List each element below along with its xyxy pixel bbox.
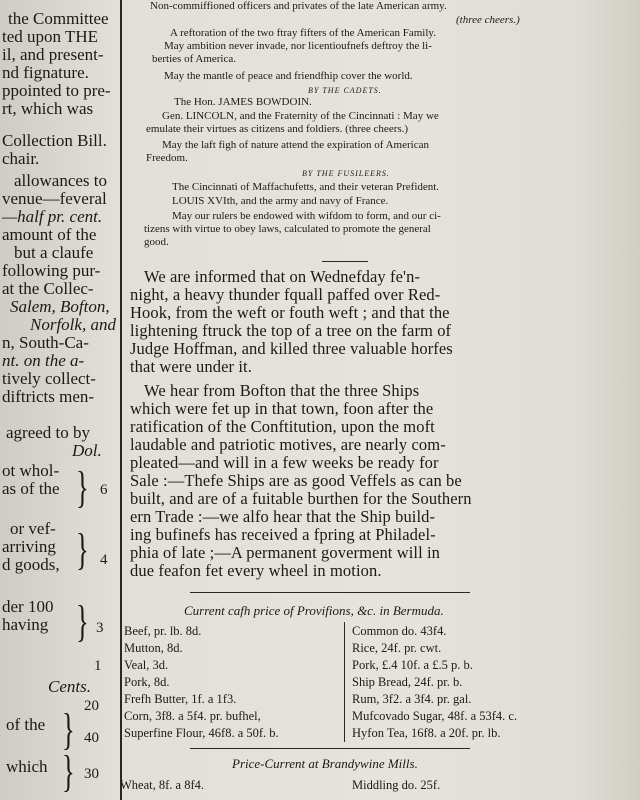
left-column-line: the Committee bbox=[8, 9, 109, 28]
prices-heading: Current cafh price of Provifions, &c. in Bermuda. bbox=[184, 603, 444, 618]
price-item: Ship Bread, 24f. pr. b. bbox=[352, 675, 463, 689]
price-item: Corn, 3f8. a 5f4. pr. bufhel, bbox=[124, 709, 261, 723]
toast-line: emulate their virtues as citizens and foldiers. (three cheers.) bbox=[146, 123, 409, 135]
left-column-line: ted upon THE bbox=[2, 27, 99, 46]
left-column-number: 40 bbox=[84, 730, 99, 746]
article-line: due feafon fet every wheel in motion. bbox=[130, 561, 382, 580]
brace-mark: } bbox=[76, 525, 89, 574]
toast-heading: BY THE FUSILEERS. bbox=[302, 169, 390, 178]
price-item: Mutton, 8d. bbox=[124, 641, 183, 655]
price-item: Superfine Flour, 46f8. a 50f. b. bbox=[124, 726, 279, 740]
left-column-line: Cents. bbox=[48, 677, 91, 696]
article-line: Sale :—Thefe Ships are as good Veffels as can be bbox=[130, 471, 462, 490]
left-column-line: but a claufe bbox=[14, 243, 94, 262]
left-column-line: Collection Bill. bbox=[2, 131, 107, 150]
brace-mark: } bbox=[62, 747, 75, 796]
toast-line: May our rulers be endowed with wifdom to form, and our ci- bbox=[172, 210, 441, 222]
left-column-line: der 100 bbox=[2, 597, 54, 616]
left-column-line: Salem, Bofton, bbox=[10, 297, 110, 316]
article-line: that were under it. bbox=[130, 357, 252, 376]
brandywine-right-item: Middling do. 25f. bbox=[352, 778, 441, 792]
article-separator-rule bbox=[322, 261, 368, 262]
brandywine-left-item: Wheat, 8f. a 8f4. bbox=[120, 778, 204, 792]
left-column-line: which bbox=[6, 757, 48, 776]
price-item: Pork, 8d. bbox=[124, 675, 170, 689]
left-column-line: ppointed to pre- bbox=[2, 81, 111, 100]
toast-line: Non-commiffioned officers and privates of the late American army. bbox=[150, 0, 447, 12]
left-column-line: diftricts men- bbox=[2, 387, 95, 406]
article-line: laudable and patriotic motives, are nearly com- bbox=[130, 435, 446, 454]
article-line: pleated—and will in a few weeks be ready for bbox=[130, 453, 439, 472]
toast-line: The Hon. JAMES BOWDOIN. bbox=[174, 96, 312, 108]
toast-line: May the mantle of peace and friendfhip cover the world. bbox=[164, 70, 413, 82]
price-item: Frefh Butter, 1f. a 1f3. bbox=[124, 692, 237, 706]
article-line: phia of late ;—A permanent goverment will in bbox=[130, 543, 441, 562]
left-column-line: allowances to bbox=[14, 171, 107, 190]
left-column-number: 30 bbox=[84, 766, 99, 782]
article-line: Hook, from the weft or fouth weft ; and that the bbox=[130, 303, 450, 322]
brace-mark: } bbox=[76, 597, 89, 646]
left-column-number: 6 bbox=[100, 482, 108, 498]
toast-line: (three cheers.) bbox=[456, 14, 520, 26]
left-column-line: following pur- bbox=[2, 261, 101, 280]
toast-line: Freedom. bbox=[146, 152, 188, 164]
left-column-line: rt, which was bbox=[2, 99, 94, 118]
article-line: Judge Hoffman, and killed three valuable horfes bbox=[130, 339, 453, 358]
left-column-number: 3 bbox=[96, 620, 104, 636]
left-column-line: or vef- bbox=[10, 519, 56, 538]
toast-line: LOUIS XVIth, and the army and navy of France. bbox=[172, 195, 389, 207]
toast-line: good. bbox=[144, 236, 169, 248]
price-item: Common do. 43f4. bbox=[352, 624, 447, 638]
left-column-line: nt. on the a- bbox=[2, 351, 85, 370]
column-rule bbox=[120, 0, 122, 800]
prices-top-rule bbox=[190, 592, 470, 593]
brace-mark: } bbox=[76, 463, 89, 512]
left-column-line: —half pr. cent. bbox=[2, 207, 103, 226]
toast-line: The Cincinnati of Maffachufetts, and their veteran Prefident. bbox=[172, 181, 440, 193]
price-item: Veal, 3d. bbox=[124, 658, 169, 672]
left-column-line: ot whol- bbox=[2, 461, 60, 480]
article-line: We hear from Bofton that the three Ships bbox=[144, 381, 420, 400]
left-column-line: arriving bbox=[2, 537, 56, 556]
left-column-line: nd fignature. bbox=[2, 63, 89, 82]
toast-line: A reftoration of the two ftray fifters of the American Family. bbox=[170, 27, 436, 39]
left-column-line: Norfolk, and bbox=[30, 315, 116, 334]
left-column-line: tively collect- bbox=[2, 369, 96, 388]
toast-line: May ambition never invade, nor licentioufnefs deftroy the li- bbox=[164, 40, 432, 52]
left-column-line: at the Collec- bbox=[2, 279, 94, 298]
left-column-line: chair. bbox=[2, 149, 40, 168]
left-column-number: 1 bbox=[94, 658, 102, 674]
toast-heading: BY THE CADETS. bbox=[308, 86, 382, 95]
price-item: Mufcovado Sugar, 48f. a 53f4. c. bbox=[352, 709, 518, 723]
left-column-line: n, South-Ca- bbox=[2, 333, 89, 352]
left-column-number: 20 bbox=[84, 698, 99, 714]
left-column-number: 4 bbox=[100, 552, 108, 568]
price-item: Hyfon Tea, 16f8. a 20f. pr. lb. bbox=[352, 726, 501, 740]
toast-line: tizens with virtue to obey laws, calculated to promote the general bbox=[144, 223, 431, 235]
left-column-line: d goods, bbox=[2, 555, 60, 574]
article-line: night, a heavy thunder fquall paffed over Red- bbox=[130, 285, 441, 304]
price-item: Beef, pr. lb. 8d. bbox=[124, 624, 202, 638]
left-column-line: as of the bbox=[2, 479, 60, 498]
left-column-line: Dol. bbox=[72, 441, 102, 460]
left-column-line: venue—feveral bbox=[2, 189, 107, 208]
brandywine-top-rule bbox=[190, 748, 470, 749]
article-line: ing bufinefs has received a fpring at Philadel- bbox=[130, 525, 436, 544]
toast-line: May the laft figh of nature attend the expiration of American bbox=[162, 139, 429, 151]
price-item: Rice, 24f. pr. cwt. bbox=[352, 641, 442, 655]
article-line: We are informed that on Wednefday fe'n- bbox=[144, 267, 421, 286]
brandywine-heading: Price-Current at Brandywine Mills. bbox=[232, 756, 418, 771]
article-line: ratification of the Conftitution, upon the moft bbox=[130, 417, 435, 436]
article-line: built, and are of a fuitable burthen for the Southern bbox=[130, 489, 472, 508]
left-column-line: agreed to by bbox=[6, 423, 91, 442]
page-shading bbox=[580, 0, 640, 800]
toast-line: berties of America. bbox=[152, 53, 236, 65]
left-column-line: il, and present- bbox=[2, 45, 104, 64]
prices-column-divider bbox=[344, 622, 345, 742]
article-line: lightening ftruck the top of a tree on the farm of bbox=[130, 321, 452, 340]
article-line: ern Trade :—we alfo hear that the Ship build- bbox=[130, 507, 436, 526]
price-item: Rum, 3f2. a 3f4. pr. gal. bbox=[352, 692, 472, 706]
brace-mark: } bbox=[62, 705, 75, 754]
toast-line: Gen. LINCOLN, and the Fraternity of the Cincinnati : May we bbox=[162, 110, 439, 122]
price-item: Pork, £.4 10f. a £.5 p. b. bbox=[352, 658, 473, 672]
left-column bbox=[0, 0, 118, 800]
left-column-line: of the bbox=[6, 715, 46, 734]
left-column-line: amount of the bbox=[2, 225, 97, 244]
article-line: which were fet up in that town, foon after the bbox=[130, 399, 434, 418]
left-column-line: having bbox=[2, 615, 49, 634]
